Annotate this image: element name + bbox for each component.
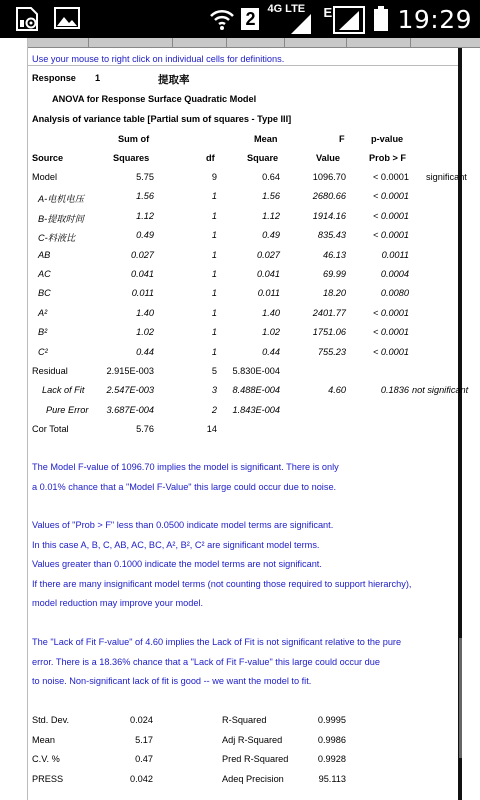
- anova-f-cell[interactable]: 835.43: [317, 230, 346, 241]
- stat-value[interactable]: 95.113: [318, 773, 346, 784]
- anova-source-cell[interactable]: BC: [38, 288, 51, 299]
- anova-p-cell[interactable]: < 0.0001: [372, 346, 409, 357]
- header-sum-of: Sum of: [118, 134, 150, 144]
- gallery-icon: [54, 6, 80, 32]
- anova-f-cell[interactable]: 1751.06: [312, 327, 346, 338]
- stat-value[interactable]: 0.042: [130, 773, 153, 784]
- anova-df-cell[interactable]: 1: [211, 346, 217, 357]
- anova-source-cell[interactable]: A-电机电压: [38, 194, 84, 205]
- anova-ss-cell[interactable]: 5.75: [136, 172, 154, 182]
- anova-df-cell[interactable]: 1: [211, 230, 217, 241]
- data-type-label: E: [323, 5, 333, 20]
- anova-source-cell[interactable]: A²: [38, 307, 48, 318]
- anova-ss-cell[interactable]: 2.547E-003: [106, 385, 154, 396]
- note-line: The "Lack of Fit F-value" of 4.60 implies the Lack of Fit is not significant relative to the pure: [32, 637, 402, 647]
- anova-df-cell[interactable]: 1: [211, 191, 217, 202]
- anova-ss-cell[interactable]: 1.02: [136, 327, 154, 338]
- signal-group-2: [323, 2, 367, 36]
- hint-text: Use your mouse to right click on individual cells for definitions.: [32, 54, 285, 64]
- anova-p-cell[interactable]: 0.0080: [380, 288, 409, 299]
- anova-ss-cell[interactable]: 0.49: [136, 230, 154, 241]
- clock: 19:29: [397, 4, 472, 34]
- stat-value[interactable]: 0.9995: [317, 715, 346, 725]
- note-line: The Model F-value of 1096.70 implies the model is significant. There is only: [32, 462, 339, 472]
- note-line: model reduction may improve your model.: [32, 598, 204, 608]
- stat-value[interactable]: 5.17: [135, 734, 153, 745]
- anova-ss-cell[interactable]: 3.687E-004: [106, 404, 154, 415]
- anova-p-cell[interactable]: 0.0011: [381, 249, 409, 260]
- anova-f-cell[interactable]: 69.99: [323, 269, 346, 279]
- stat-label[interactable]: Std. Dev.: [32, 715, 70, 725]
- note-line: If there are many insignificant model terms (not counting those required to support hierarchy),: [32, 578, 412, 589]
- anova-p-cell[interactable]: < 0.0001: [372, 327, 409, 338]
- anova-df-cell[interactable]: 2: [211, 404, 217, 415]
- header-prob: Prob > F: [369, 153, 407, 163]
- anova-p-cell[interactable]: 0.0004: [380, 269, 409, 279]
- anova-ms-cell[interactable]: 1.12: [262, 210, 280, 221]
- anova-title: ANOVA for Response Surface Quadratic Model: [52, 94, 257, 104]
- signal-group: [267, 4, 323, 34]
- column-header-strip: [28, 38, 480, 48]
- anova-source-cell[interactable]: B-提取时间: [38, 213, 84, 224]
- anova-ms-cell[interactable]: 1.56: [262, 191, 280, 202]
- anova-ss-cell[interactable]: 0.44: [136, 346, 154, 357]
- header-squares: Squares: [113, 153, 150, 163]
- stat-label[interactable]: C.V. %: [32, 754, 60, 764]
- anova-ms-cell[interactable]: 0.49: [262, 230, 280, 241]
- anova-ss-cell[interactable]: 0.011: [131, 288, 154, 299]
- stat-value[interactable]: 0.9928: [317, 754, 346, 764]
- anova-ss-cell[interactable]: 5.76: [136, 424, 154, 435]
- anova-df-cell[interactable]: 1: [211, 269, 217, 279]
- stat-value[interactable]: 0.47: [135, 754, 153, 764]
- anova-df-cell[interactable]: 1: [211, 327, 217, 338]
- anova-df-cell[interactable]: 9: [211, 172, 217, 182]
- header-p-value: p-value: [371, 134, 404, 144]
- anova-ss-cell[interactable]: 1.56: [136, 191, 154, 202]
- anova-f-cell[interactable]: 2680.66: [312, 191, 346, 202]
- response-name: 提取率: [158, 74, 190, 86]
- anova-source-cell[interactable]: AB: [38, 249, 51, 260]
- anova-df-cell[interactable]: 1: [211, 288, 217, 299]
- anova-ss-cell[interactable]: 0.041: [131, 269, 154, 279]
- anova-ms-cell[interactable]: 1.40: [262, 307, 280, 318]
- anova-source-cell[interactable]: Pure Error: [46, 404, 89, 415]
- anova-p-cell[interactable]: 0.1836: [380, 385, 409, 396]
- note-line: error. There is a 18.36% chance that a "Lack of Fit F-value" this large could occur due: [32, 656, 381, 667]
- anova-ms-cell[interactable]: 1.843E-004: [232, 404, 280, 415]
- anova-f-cell[interactable]: 18.20: [323, 288, 346, 299]
- anova-ms-cell[interactable]: 8.488E-004: [232, 385, 280, 396]
- stat-label[interactable]: Adj R-Squared: [222, 734, 283, 745]
- right-overflow-strip: [462, 48, 480, 800]
- stat-label[interactable]: R-Squared: [222, 715, 267, 725]
- hint-row: [28, 48, 458, 66]
- anova-ms-cell[interactable]: 0.44: [262, 346, 280, 357]
- anova-ss-cell[interactable]: 1.12: [136, 210, 154, 221]
- anova-f-cell[interactable]: 2401.77: [312, 307, 346, 318]
- sim-badge: 2: [241, 8, 259, 30]
- anova-df-cell[interactable]: 3: [211, 385, 217, 396]
- note-line: Values greater than 0.1000 indicate the model terms are not significant.: [32, 559, 322, 569]
- anova-significance-note: not significant: [412, 385, 469, 396]
- note-line: In this case A, B, C, AB, AC, BC, A², B², C² are significant model terms.: [32, 539, 320, 550]
- wifi-icon: [209, 7, 235, 31]
- anova-df-cell[interactable]: 1: [211, 249, 217, 260]
- anova-source-cell[interactable]: Model: [32, 172, 58, 182]
- anova-source-cell[interactable]: C²: [38, 346, 48, 357]
- anova-p-cell[interactable]: < 0.0001: [372, 172, 409, 182]
- network-type-label: 4G LTE: [267, 3, 306, 15]
- response-number: 1: [95, 73, 101, 83]
- anova-source-cell[interactable]: C-料液比: [38, 233, 76, 244]
- anova-ms-cell[interactable]: 0.64: [262, 172, 280, 182]
- anova-f-cell[interactable]: 755.23: [317, 346, 346, 357]
- stat-label[interactable]: PRESS: [32, 773, 64, 784]
- anova-ss-cell[interactable]: 0.027: [131, 249, 154, 260]
- anova-source-cell[interactable]: B²: [38, 327, 48, 338]
- anova-f-cell[interactable]: 1096.70: [312, 172, 346, 182]
- anova-p-cell[interactable]: < 0.0001: [372, 191, 409, 202]
- document-view[interactable]: [0, 38, 480, 800]
- anova-source-cell[interactable]: Lack of Fit: [42, 385, 85, 396]
- anova-ms-cell[interactable]: 0.027: [257, 249, 280, 260]
- note-line: a 0.01% chance that a "Model F-Value" this large could occur due to noise.: [32, 481, 337, 492]
- anova-ss-cell[interactable]: 1.40: [136, 307, 154, 318]
- anova-ms-cell[interactable]: 5.830E-004: [232, 366, 280, 376]
- header-f: F: [339, 134, 345, 144]
- stat-label[interactable]: Adeq Precision: [222, 773, 284, 784]
- anova-df-cell[interactable]: 1: [211, 210, 217, 221]
- left-margin: [0, 38, 28, 800]
- stat-label[interactable]: Pred R-Squared: [222, 754, 289, 764]
- signal-icon: [289, 12, 313, 34]
- anova-p-cell[interactable]: < 0.0001: [372, 230, 409, 241]
- signal-outline-icon: [333, 6, 365, 34]
- note-line: Values of "Prob > F" less than 0.0500 indicate model terms are significant.: [32, 520, 334, 530]
- anova-ms-cell[interactable]: 0.011: [257, 288, 280, 299]
- header-source: Source: [32, 153, 64, 163]
- anova-df-cell[interactable]: 1: [211, 307, 217, 318]
- anova-f-cell[interactable]: 4.60: [328, 385, 346, 396]
- anova-f-cell[interactable]: 46.13: [323, 249, 346, 260]
- anova-ms-cell[interactable]: 1.02: [262, 327, 280, 338]
- header-value: Value: [316, 153, 341, 163]
- header-square: Square: [247, 153, 279, 163]
- battery-icon: [373, 6, 389, 32]
- anova-source-cell[interactable]: Residual: [32, 366, 68, 376]
- anova-ms-cell[interactable]: 0.041: [257, 269, 280, 279]
- anova-source-cell[interactable]: AC: [38, 269, 51, 279]
- status-bar: [0, 0, 480, 38]
- header-df: df: [206, 153, 215, 163]
- sim-settings-icon: [14, 6, 40, 32]
- stat-label[interactable]: Mean: [32, 734, 55, 745]
- stat-value[interactable]: 0.9986: [317, 734, 346, 745]
- anova-df-cell[interactable]: 14: [206, 424, 217, 435]
- response-label: Response: [32, 73, 76, 83]
- anova-report: [28, 48, 469, 800]
- header-mean: Mean: [254, 134, 278, 144]
- note-line: to noise. Non-significant lack of fit is good -- we want the model to fit.: [32, 676, 312, 686]
- anova-significance-note: significant: [426, 172, 467, 182]
- anova-p-cell[interactable]: < 0.0001: [372, 307, 409, 318]
- anova-df-cell[interactable]: 5: [211, 366, 217, 376]
- anova-source-cell[interactable]: Cor Total: [32, 424, 69, 435]
- analysis-title: Analysis of variance table [Partial sum of squares - Type III]: [32, 114, 292, 124]
- anova-f-cell[interactable]: 1914.16: [312, 210, 346, 221]
- anova-ss-cell[interactable]: 2.915E-003: [106, 366, 154, 376]
- stat-value[interactable]: 0.024: [130, 715, 153, 725]
- anova-p-cell[interactable]: < 0.0001: [372, 210, 409, 221]
